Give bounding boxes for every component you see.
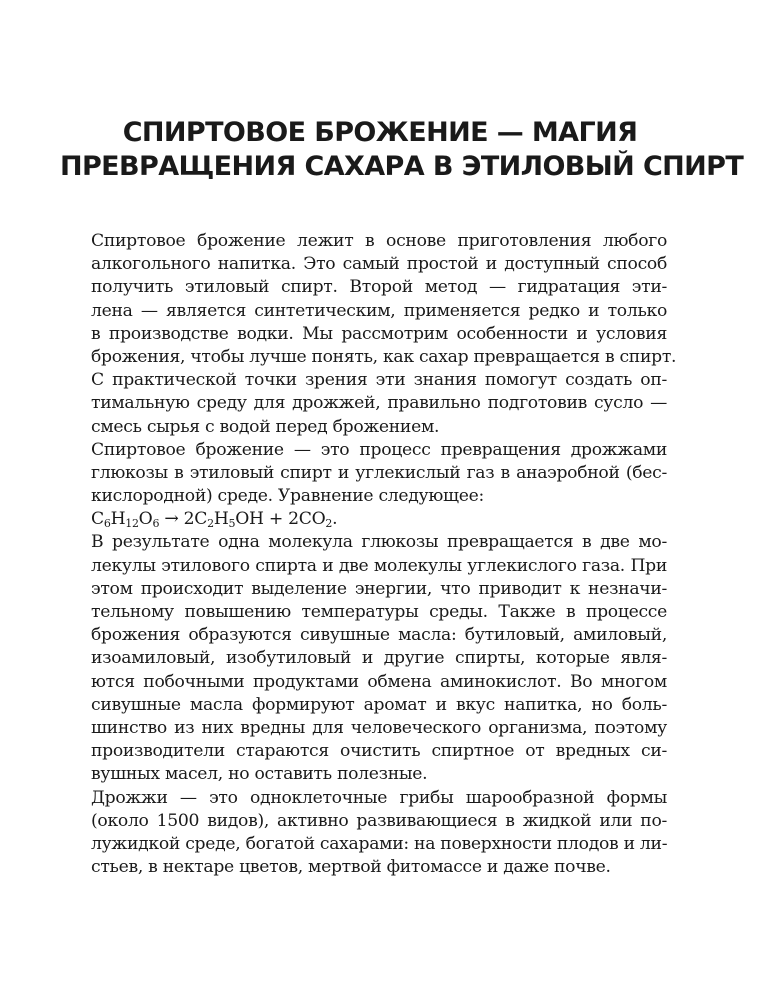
text-line: этом происходит выделение энергии, что приводит к незначи- (91, 578, 667, 599)
chapter-title-line-1: СПИРТОВОЕ БРОЖЕНИЕ — МАГИЯ (122, 117, 638, 148)
text-line: производители стараются очистить спиртное от вредных си- (91, 741, 667, 762)
arrow-icon: → (159, 509, 184, 530)
text-line: вушных масел, но оставить полезные. (91, 764, 428, 785)
text-line: сивушные масла формируют аромат и вкус напитка, но боль- (91, 694, 667, 715)
paragraph-1 (91, 230, 677, 439)
text-line: Спиртовое брожение — это процесс превращения дрожжами (91, 439, 667, 460)
chapter-title (60, 116, 744, 184)
fermentation-equation (91, 508, 667, 531)
text-line: Дрожжи — это одноклеточные грибы шарообразной формы (91, 787, 667, 808)
formula-subscript: 5 (228, 517, 236, 531)
text-line: в производстве водки. Мы рассмотрим особенности и условия (91, 323, 667, 344)
text-line: брожения образуются сивушные масла: бутиловый, амиловый, (91, 625, 667, 646)
text-line: брожения, чтобы лучше понять, как сахар превращается в спирт. (91, 346, 677, 367)
text-line: тельному повышению температуры среды. Также в процессе (91, 602, 667, 622)
text-line: получить этиловый спирт. Второй метод — гидратация эти- (91, 277, 667, 298)
text-line: В результате одна молекула глюкозы превращается в две мо- (91, 532, 667, 553)
formula-part: H (213, 509, 229, 530)
text-line: лекулы этилового спирта и две молекулы углекислого газа. При (91, 555, 667, 576)
formula-subscript: 6 (103, 517, 111, 531)
formula-part: H (110, 509, 126, 530)
paragraph-4 (91, 787, 667, 880)
formula-part: O (138, 509, 153, 530)
text-line: алкогольного напитка. Это самый простой и доступный способ (91, 254, 667, 275)
chapter-title-line-2: ПРЕВРАЩЕНИЯ САХАРА В ЭТИЛОВЫЙ СПИРТ (60, 151, 744, 182)
formula-subscript: 6 (152, 517, 160, 531)
text-line: ются побочными продуктами обмена аминокислот. Во многом (91, 671, 667, 692)
text-line: С практической точки зрения эти знания помогут создать оп- (91, 370, 667, 391)
formula-subscript: 2 (325, 517, 333, 531)
text-line: тимальную среду для дрожжей, правильно подготовив сусло — (91, 393, 667, 414)
paragraph-2 (91, 439, 667, 509)
text-line: смесь сырья с водой перед брожением. (91, 416, 440, 437)
text-line: глюкозы в этиловый спирт и углекислый газ в анаэробной (бес- (91, 462, 667, 483)
text-line: кислородной) среде. Уравнение следующее: (91, 486, 484, 507)
text-line: шинство из них вредны для человеческого организма, поэтому (91, 717, 667, 738)
formula-part: 2C (183, 509, 208, 530)
text-line: стьев, в нектаре цветов, мертвой фитомассе и даже почве. (91, 857, 611, 878)
text-line: изоамиловый, изобутиловый и другие спирты, которые явля- (91, 648, 667, 669)
text-line: Спиртовое брожение лежит в основе приготовления любого (91, 231, 667, 251)
body-text (91, 230, 677, 879)
formula-part: C (91, 509, 104, 530)
formula-part: . (332, 509, 338, 530)
formula-subscript: 2 (207, 517, 214, 531)
text-line: лужидкой среде, богатой сахарами: на поверхности плодов и ли- (91, 833, 668, 854)
paragraph-3 (91, 531, 667, 786)
text-line: (около 1500 видов), активно развивающиеся в жидкой или по- (91, 810, 667, 831)
formula-part: OH + 2CO (235, 509, 326, 530)
formula-subscript: 12 (125, 517, 139, 531)
text-line: лена — является синтетическим, применяется редко и только (91, 300, 667, 321)
